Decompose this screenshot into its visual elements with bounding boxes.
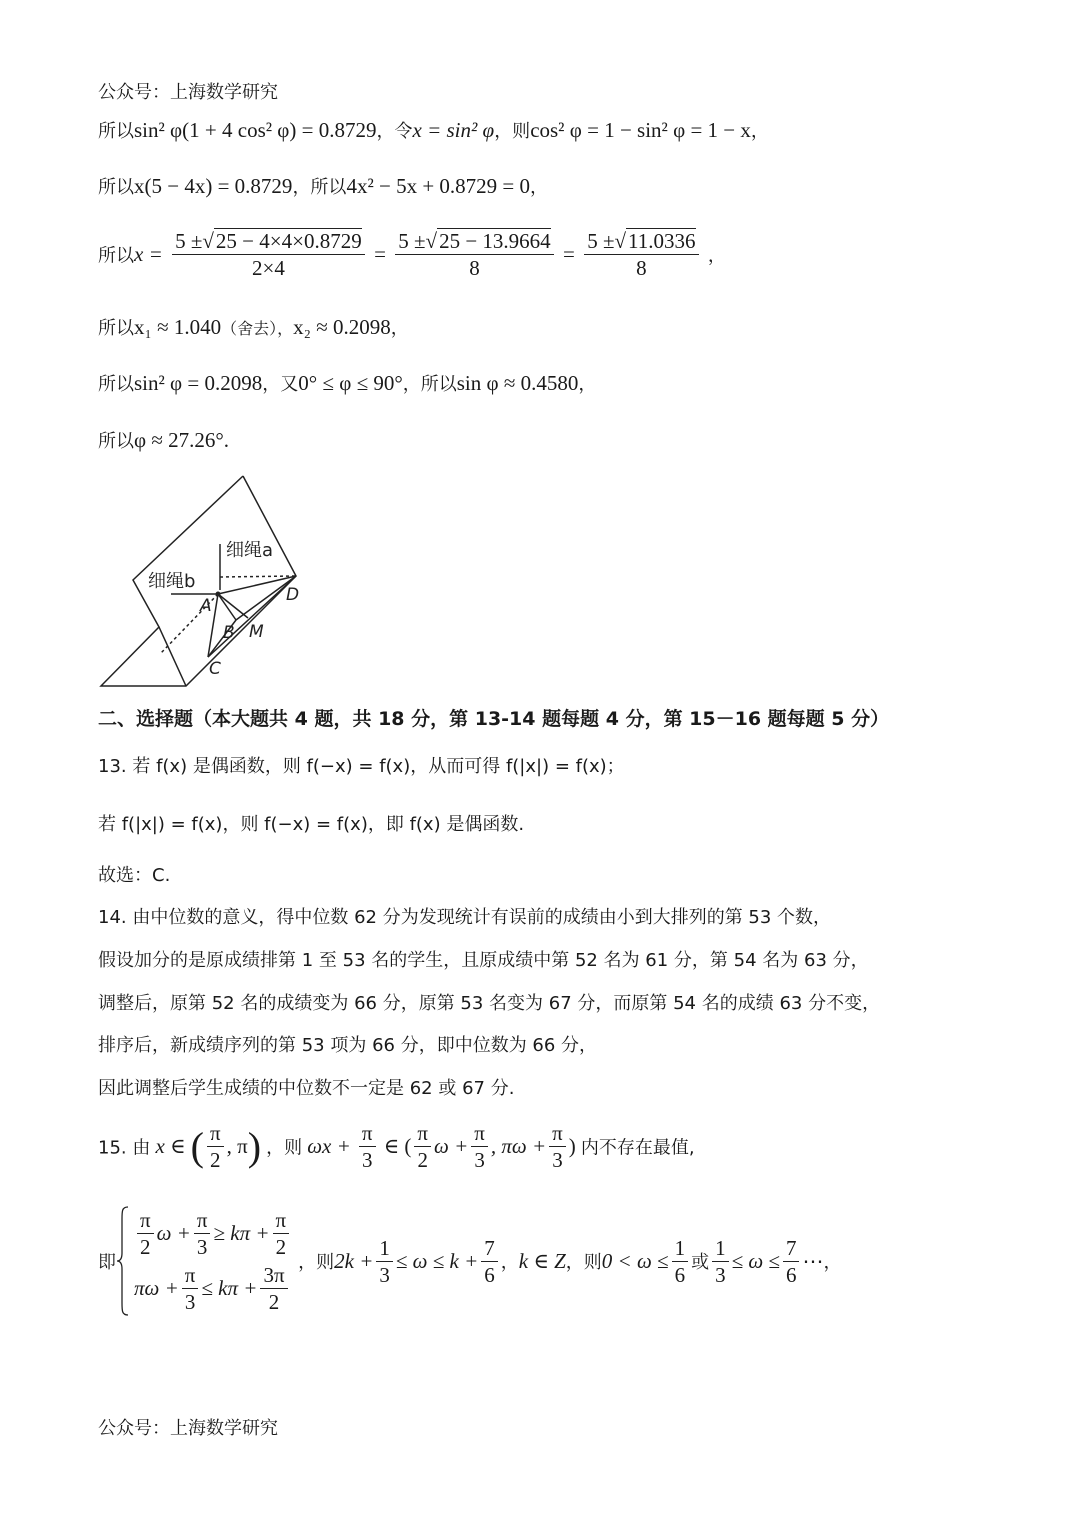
q14-line-2: 假设加分的是原成绩排第 1 至 53 名的学生，且原成绩中第 52 名为 61 分，第 54 名为 63 分， xyxy=(98,950,869,971)
q14-line-4: 排序后，新成绩序列的第 53 项为 66 分，即中位数为 66 分， xyxy=(98,1035,598,1056)
system-row-2: πω + $\frac{\pi}{3}$ ≤ kπ + $\frac{3\pi}{2}$ xyxy=(134,1262,292,1315)
fraction-2: $\frac{5 \pm√25 - 13.9664}{8}$ xyxy=(395,228,553,281)
label-B: B xyxy=(223,623,235,643)
label-rope-a: 细绳a xyxy=(226,540,274,561)
q15-line-1: 15. 由 x ∈ ( $\frac{\pi}{2}$ , π) ，则 ωx + $\frac{\pi}{3}$ ∈ ( $\frac{\pi}{2}$ ω + $\frac{\pi}{3}$ , πω + $\frac{\pi}{3}$ ) 内不存在最值, xyxy=(98,1121,695,1172)
solution-line-5: 所以sin² φ = 0.2098，又0° ≤ φ ≤ 90°，所以sin φ ≈ 0.4580， xyxy=(98,371,597,395)
watermark-top: 公众号：上海数学研究 xyxy=(98,82,278,103)
q13-line-2: 若 f(|x|) = f(x)，则 f(−x) = f(x)，即 f(x) 是偶函数. xyxy=(98,814,525,835)
dashed-horizontal-a xyxy=(220,576,296,577)
label-A: A xyxy=(200,596,212,616)
label-rope-b: 细绳b xyxy=(148,571,196,592)
geometry-figure xyxy=(96,470,336,692)
q15-line-2: 即 $\frac{\pi}{2}$ ω + $\frac{\pi}{3}$ ≥ kπ + $\frac{\pi}{2}$ πω + $\frac{\pi}{3}$ ≤ kπ + $\frac{3\pi}{2}$ ，则 2k + $\frac{1}{3}$ ≤ ω ≤ k + $\frac{7}{6}$ ， k ∈ Z ，则 0 < ω ≤ $\frac{1}{6}$ 或 $\frac{1}{3}$ ≤ ω ≤ $\frac{7}{6}$ ⋯ ， xyxy=(98,1205,841,1317)
q14-line-5: 因此调整后学生成绩的中位数不一定是 62 或 67 分. xyxy=(98,1078,515,1099)
solution-line-3: 所以x = $\frac{5 \pm√25 - 4\times 4\times 0.8729}{2\times 4}$ = $\frac{5 \pm√25 - 13.9664}{8}$ = $\frac{5 \pm√11.0336}{8}$ ， xyxy=(98,229,726,280)
section-2-heading: 二、选择题（本大题共 4 题，共 18 分，第 13-14 题每题 4 分，第 15－16 题每题 5 分） xyxy=(98,708,890,730)
watermark-bottom: 公众号：上海数学研究 xyxy=(98,1418,278,1439)
solution-line-6: 所以φ ≈ 27.26°. xyxy=(98,428,230,452)
plane-outline xyxy=(101,476,296,686)
fraction-1: $\frac{5 \pm√25 - 4\times 4\times 0.8729}{2\times 4}$ xyxy=(172,228,365,281)
solution-line-2: 所以x(5 − 4x) = 0.8729，所以4x² − 5x + 0.8729 = 0， xyxy=(98,174,549,198)
plane-fold xyxy=(159,627,186,686)
system-brace xyxy=(116,1205,130,1317)
solution-line-1: 所以sin² φ(1 + 4 cos² φ) = 0.8729，令x = sin² φ，则cos² φ = 1 − sin² φ = 1 − x， xyxy=(98,118,769,142)
label-D: D xyxy=(286,585,300,605)
edge-DC xyxy=(208,576,296,657)
point-A-dot xyxy=(216,592,221,597)
q13-line-1: 13. 若 f(x) 是偶函数，则 f(−x) = f(x)，从而可得 f(|x|) = f(x)； xyxy=(98,756,625,777)
solution-line-4: 所以x₁ ≈ 1.040（舍去），x₂ ≈ 0.2098， xyxy=(98,315,409,339)
q14-line-3: 调整后，原第 52 名的成绩变为 66 分，原第 53 名变为 67 分，而原第 54 名的成绩 63 分不变， xyxy=(98,993,881,1014)
label-M: M xyxy=(249,622,264,642)
system-rows xyxy=(134,1207,292,1315)
label-C: C xyxy=(209,659,221,679)
fraction-3: $\frac{5 \pm√11.0336}{8}$ xyxy=(584,228,698,281)
system-row-1: $\frac{\pi}{2}$ ω + $\frac{\pi}{3}$ ≥ kπ + $\frac{\pi}{2}$ xyxy=(134,1207,292,1260)
q13-answer: 故选：C. xyxy=(98,865,171,886)
eq-sin-cos: sin² φ(1 + 4 cos² φ) = 0.8729 xyxy=(134,118,377,142)
q14-line-1: 14. 由中位数的意义，得中位数 62 分为发现统计有误前的成绩由小到大排列的第 53 个数， xyxy=(98,907,832,928)
